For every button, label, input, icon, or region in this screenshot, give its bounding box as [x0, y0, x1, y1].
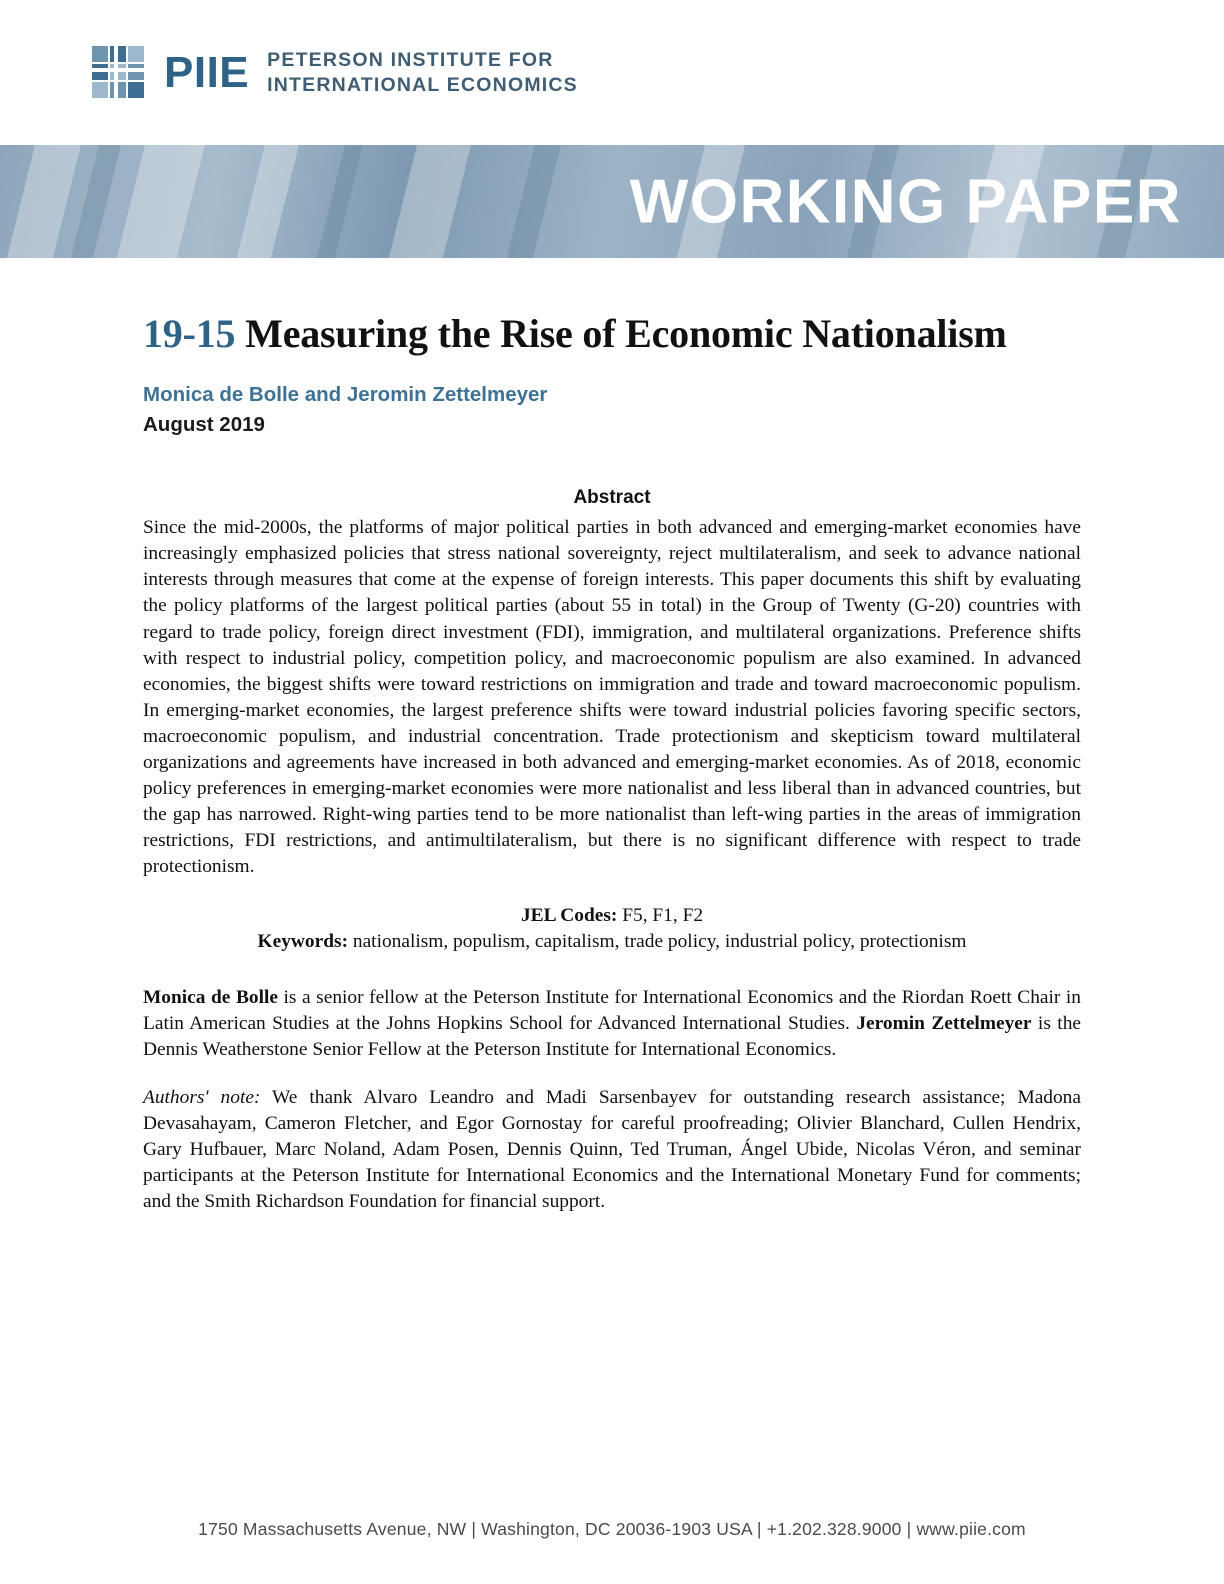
publication-date: August 2019 — [143, 413, 265, 437]
authors-note-label: Authors' note: — [143, 1086, 261, 1108]
logo-line-2: INTERNATIONAL ECONOMICS — [267, 73, 578, 96]
jel-codes — [143, 903, 1081, 929]
keywords-value: nationalism, populism, capitalism, trade policy, industrial policy, protectionism — [348, 930, 967, 952]
site-header — [0, 0, 1224, 145]
working-paper-banner — [0, 145, 1224, 258]
keywords-label: Keywords: — [257, 930, 349, 952]
author-biographies — [143, 985, 1081, 1063]
authors-note-text: We thank Alvaro Leandro and Madi Sarsenbayev for outstanding research assistance; Madona Devasahayam, Cameron Fletcher, and Egor Gornostay for careful proofreading; Olivier Blanchard, Cullen Hendrix, Gary Hufbauer, Marc Noland, Adam Posen, Dennis Quinn, Ted Truman, Ángel Ubide, Nicolas Véron, and seminar participants at the Peterson Institute for International Economics and the International Monetary Fund for comments; and the Smith Richardson Foundation for financial support. — [143, 1086, 1081, 1212]
piie-logo[interactable] — [88, 42, 578, 104]
bio-author1-text: is a senior fellow at the Peterson Institute for International Economics and the Riordan Roett Chair in Latin American Studies at the Johns Hopkins School for Advanced International Studies. — [143, 986, 1081, 1034]
piie-grid-logo-icon — [88, 42, 150, 104]
authors-note — [143, 1085, 1081, 1215]
paper-authors: Monica de Bolle and Jeromin Zettelmeyer — [143, 383, 548, 407]
abstract-heading: Abstract — [573, 487, 651, 509]
jel-codes-label: JEL Codes: — [520, 904, 618, 926]
banner-title: WORKING PAPER — [629, 167, 1182, 236]
logo-institution-name — [267, 48, 578, 98]
bio-author2-text: is the Dennis Weatherstone Senior Fellow at the Peterson Institute for International Economics. — [143, 1012, 1081, 1060]
logo-abbreviation: PIIE — [164, 47, 250, 97]
paper-front-matter — [0, 258, 1224, 1215]
abstract-text: Since the mid-2000s, the platforms of major political parties in both advanced and emerging-market economies have increasingly emphasized policies that stress national sovereignty, reject multilateralism, and seek to advance national interests through measures that come at the expense of foreign interests. This paper documents this shift by evaluating the policy platforms of the largest political parties (about 55 in total) in the Group of Twenty (G-20) countries with regard to trade policy, foreign direct investment (FDI), immigration, and multilateral organizations. Preference shifts with respect to industrial policy, competition policy, and macroeconomic populism are also examined. In advanced economies, the biggest shifts were toward restrictions on immigration and trade and toward macroeconomic populism. In emerging-market economies, the largest preference shifts were toward industrial policies favoring specific sectors, macroeconomic populism, and industrial concentration. Trade protectionism and skepticism toward multilateral organizations and agreements have increased in both advanced and emerging-market economies. As of 2018, economic policy preferences in emerging-market economies were more nationalist and less liberal than in advanced countries, but the gap has narrowed. Right-wing parties tend to be more nationalist than left-wing parties in the areas of immigration restrictions, FDI restrictions, and antimultilateralism, but there is no significant difference with respect to trade protectionism. — [143, 517, 1081, 878]
keywords — [143, 929, 1081, 955]
paper-title-text: Measuring the Rise of Economic Nationalism — [245, 311, 1007, 356]
page-footer: 1750 Massachusetts Avenue, NW | Washington, DC 20036-1903 USA | +1.202.328.9000 | www.piie.com — [198, 1519, 1026, 1539]
page-title — [143, 310, 1081, 357]
logo-line-1: PETERSON INSTITUTE FOR — [267, 48, 554, 71]
paper-number: 19-15 — [143, 311, 236, 356]
jel-codes-value: F5, F1, F2 — [617, 904, 704, 926]
bio-author1-name: Monica de Bolle — [143, 986, 278, 1008]
bio-author2-name: Jeromin Zettelmeyer — [856, 1012, 1032, 1034]
